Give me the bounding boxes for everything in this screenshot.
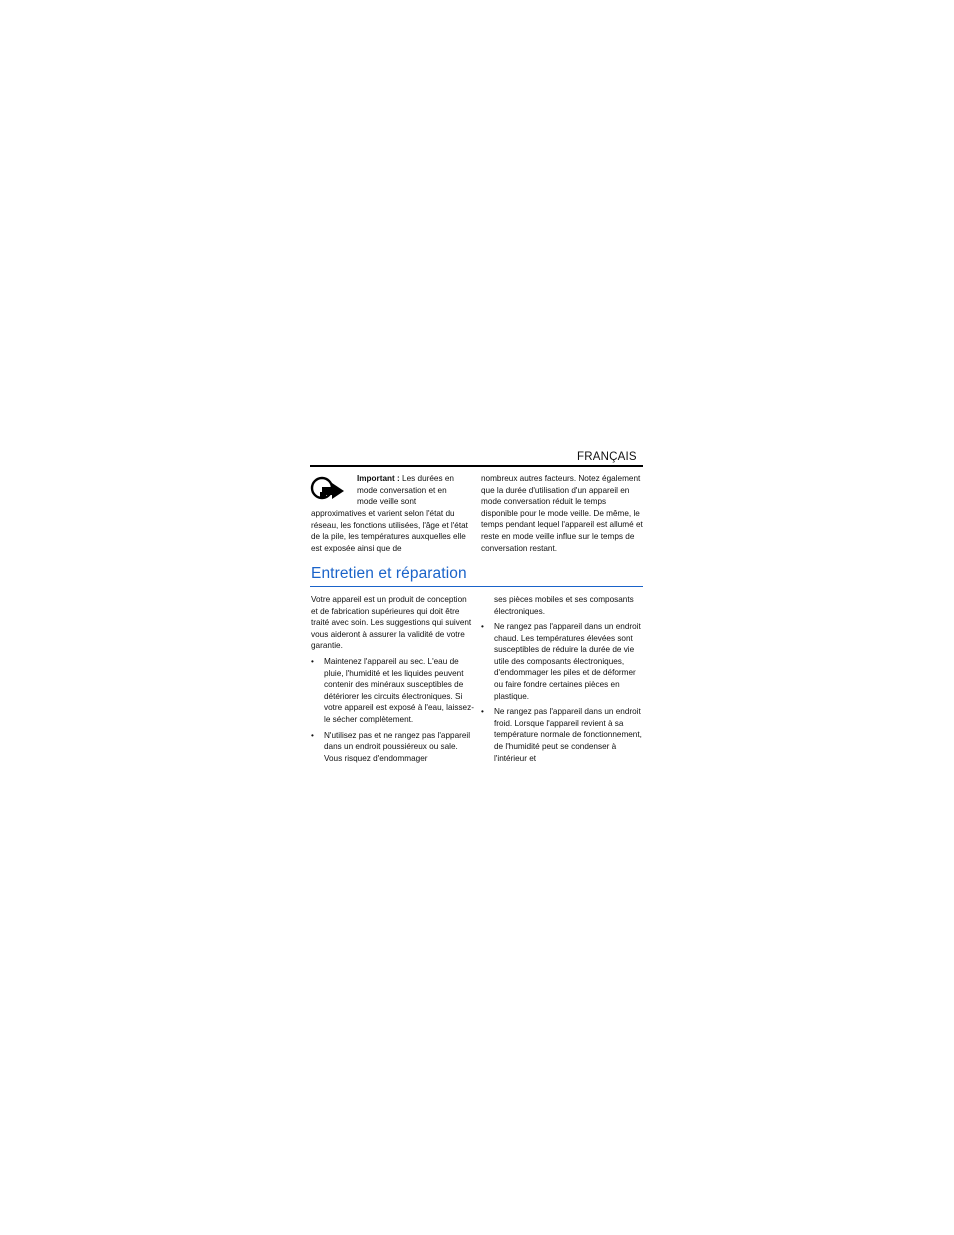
list-item-text: Ne rangez pas l'appareil dans un endroit chaud. Les températures élevées sont susceptibles de réduire la durée de vie utile des composants électroniques, d'endommager les piles et de déformer ou faire fondre certaines pièces en plastique. [494,622,641,701]
notice-head-text: Les durées en mode conversation et en mode veille sont [357,474,454,507]
header-rule [310,465,643,467]
list-item-continuation: ses pièces mobiles et ses composants électroniques. [494,595,634,616]
list-item-text: N'utilisez pas et ne rangez pas l'appareil dans un endroit poussiéreux ou sale. Vous risquez d'endommager [324,730,471,763]
bullet-icon: • [481,707,484,717]
bullet-icon: • [311,657,314,666]
section-title: Entretien et réparation [311,565,467,582]
list-item-text: Ne rangez pas l'appareil dans un endroit froid. Lorsque l'appareil revient à sa température normale de fonctionnement, de l'humidité peut se condenser à l'intérieur et [494,707,642,763]
bullet-list-left [311,656,476,768]
important-hand-icon [310,475,346,501]
section-rule [310,586,643,587]
list-item [481,621,646,702]
notice-label: Important : [357,474,400,483]
bullet-list-right [481,621,646,768]
list-item [311,656,476,726]
bullet-icon: • [481,622,484,631]
notice-head [357,473,469,508]
notice-right: nombreux autres facteurs. Notez également que la durée d'utilisation d'un appareil en mode conversation réduit le temps disponible pour le mode veille. De même, le temps pendant lequel l'appareil est allumé et reste en mode veille influe sur le temps de conversation restant. [481,474,643,553]
list-item [481,706,646,764]
list-item-text: Maintenez l'appareil au sec. L'eau de pluie, l'humidité et les liquides peuvent contenir des minéraux susceptibles de détériorer les circuits électroniques. Si votre appareil est exposé à l'eau, laissez-le sécher complètement. [324,657,474,724]
language-label: FRANÇAIS [577,451,637,463]
section-intro: Votre appareil est un produit de conception et de fabrication supérieures qui doit être traité avec soin. Les suggestions qui suivent vous aideront à assurer la validité de votre garantie. [311,595,472,651]
bullet-icon: • [311,730,314,740]
notice-body: approximatives et varient selon l'état du réseau, les fonctions utilisées, l'âge et l'état de la pile, les températures auxquelles elle est exposée ainsi que de [311,509,468,553]
list-item [311,730,476,765]
